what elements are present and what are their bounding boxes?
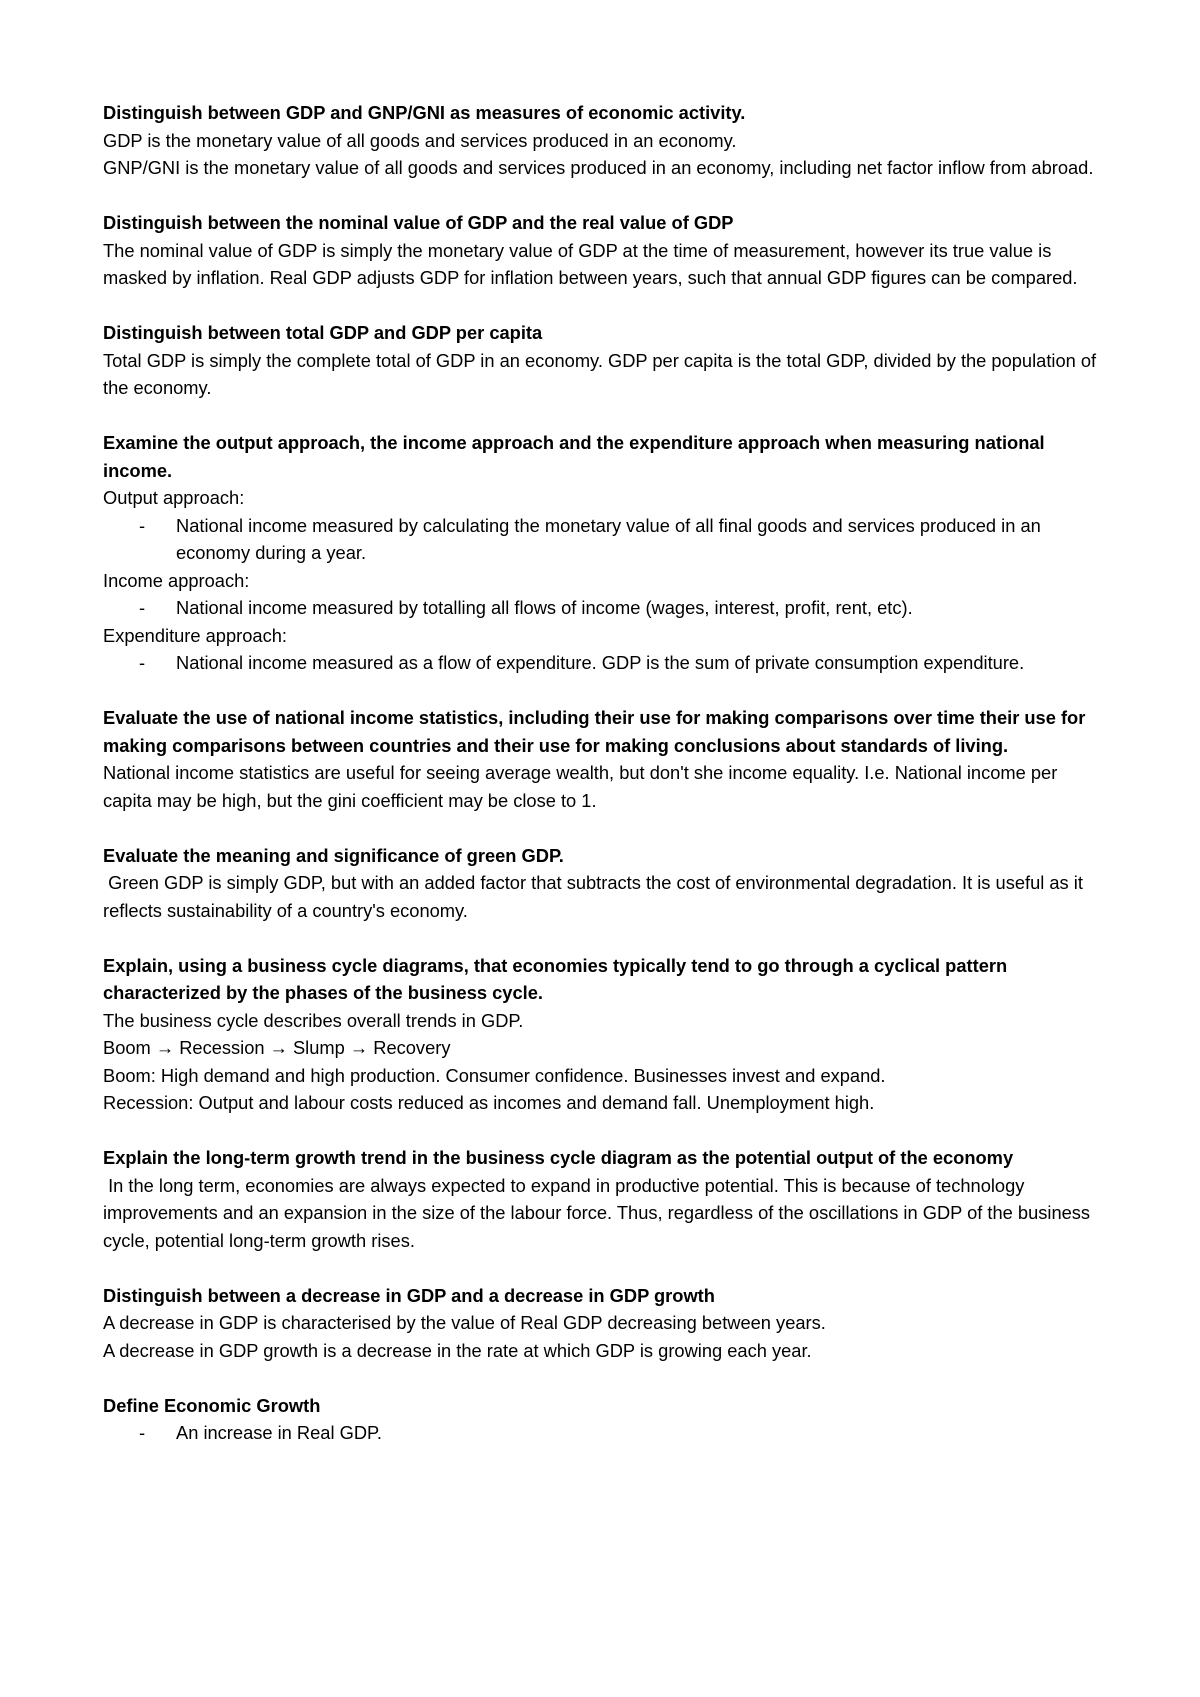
paragraph-line: Green GDP is simply GDP, but with an added factor that subtracts the cost of environmental degradation. It is useful as it reflects sustainability of a country's economy.: [103, 872, 1089, 921]
paragraph-line: GDP is the monetary value of all goods and services produced in an economy.: [103, 129, 737, 151]
list-item: [103, 512, 1103, 567]
income-approach-label: Income approach:: [103, 569, 250, 591]
section-measurement-approaches: [103, 429, 1103, 677]
paragraph-line: Boom: High demand and high production. Consumer confidence. Businesses invest and expand.: [103, 1064, 886, 1086]
section-total-vs-per-capita: [103, 319, 1103, 402]
paragraph-line: Boom → Recession → Slump → Recovery: [103, 1037, 451, 1058]
document-page: [103, 99, 1103, 1474]
paragraph-line: A decrease in GDP growth is a decrease in the rate at which GDP is growing each year.: [103, 1339, 812, 1361]
paragraph-line: Recession: Output and labour costs reduced as incomes and demand fall. Unemployment high.: [103, 1092, 875, 1113]
section-business-cycle: [103, 952, 1103, 1117]
list-item-text: National income measured by totalling all flows of income (wages, interest, profit, rent, etc).: [176, 597, 913, 618]
list-item: [103, 1419, 1103, 1447]
expenditure-approach-label: Expenditure approach:: [103, 624, 287, 646]
bullet-dash: -: [139, 1422, 146, 1443]
list-item: [103, 594, 1103, 622]
section-heading: Evaluate the meaning and significance of green GDP.: [103, 844, 564, 866]
list-item: [103, 649, 1103, 677]
section-national-income-statistics: [103, 704, 1103, 814]
list-item-text: National income measured as a flow of expenditure. GDP is the sum of private consumption expenditure.: [176, 652, 1025, 673]
section-nominal-vs-real: [103, 209, 1103, 292]
paragraph-line: GNP/GNI is the monetary value of all goods and services produced in an economy, including net factor inflow from abroad.: [103, 157, 1094, 178]
section-heading: Distinguish between GDP and GNP/GNI as measures of economic activity.: [103, 102, 746, 123]
paragraph-line: National income statistics are useful for seeing average wealth, but don't she income equality. I.e. National income per capita may be high, but the gini coefficient may be close to 1.: [103, 762, 1058, 811]
paragraph-line: The nominal value of GDP is simply the monetary value of GDP at the time of measurement, however its true value is masked by inflation. Real GDP adjusts GDP for inflation between years, such that annual GDP figures can be compared.: [103, 239, 1078, 288]
section-gdp-vs-gnp: [103, 99, 1103, 182]
section-heading: Evaluate the use of national income statistics, including their use for making comparisons over time their use for making comparisons between countries and their use for making conclusions about standards of living.: [103, 707, 1086, 756]
section-heading: Examine the output approach, the income approach and the expenditure approach when measuring national income.: [103, 432, 1045, 481]
paragraph-line: Total GDP is simply the complete total of GDP in an economy. GDP per capita is the total GDP, divided by the population of the economy.: [103, 349, 1097, 398]
section-heading: Explain the long-term growth trend in the business cycle diagram as the potential output of the economy: [103, 1147, 1014, 1168]
list-item-text: An increase in Real GDP.: [176, 1422, 382, 1443]
bullet-dash: -: [139, 597, 146, 618]
section-heading: Explain, using a business cycle diagrams, that economies typically tend to go through a cyclical pattern characterized by the phases of the business cycle.: [103, 954, 1008, 1003]
section-heading: Define Economic Growth: [103, 1394, 321, 1416]
section-long-term-growth: [103, 1144, 1103, 1254]
output-approach-label: Output approach:: [103, 487, 245, 508]
bullet-dash: -: [139, 514, 146, 536]
paragraph-line: In the long term, economies are always expected to expand in productive potential. This is because of technology improvements and an expansion in the size of the labour force. Thus, regardless of the oscillations in GDP of the business cycle, potential long-term growth rises.: [103, 1174, 1096, 1251]
section-heading: Distinguish between a decrease in GDP and a decrease in GDP growth: [103, 1284, 715, 1306]
section-heading: Distinguish between total GDP and GDP per capita: [103, 322, 543, 343]
paragraph-line: The business cycle describes overall trends in GDP.: [103, 1009, 524, 1031]
paragraph-line: A decrease in GDP is characterised by the value of Real GDP decreasing between years.: [103, 1312, 826, 1333]
section-economic-growth: [103, 1392, 1103, 1447]
section-green-gdp: [103, 842, 1103, 925]
section-gdp-decrease: [103, 1282, 1103, 1365]
section-heading: Distinguish between the nominal value of GDP and the real value of GDP: [103, 212, 734, 233]
list-item-text: National income measured by calculating the monetary value of all final goods and services produced in an economy during a year.: [176, 514, 1041, 563]
bullet-dash: -: [139, 652, 146, 673]
